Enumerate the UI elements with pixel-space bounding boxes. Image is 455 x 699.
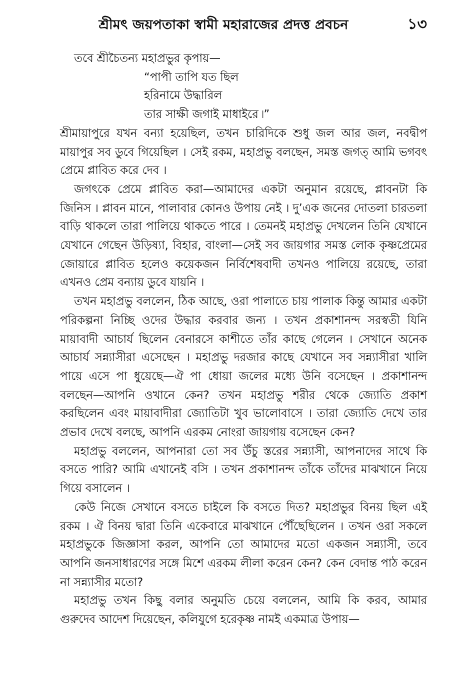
intro-line: তবে শ্রীচৈতন্য মহাপ্রভুর কৃপায়— bbox=[74, 52, 221, 65]
header-title: শ্রীমৎ জয়পতাকা স্বামী মহারাজের প্রদত্ত প্রবচন bbox=[98, 17, 349, 33]
running-header bbox=[60, 14, 427, 38]
verse-block bbox=[144, 69, 427, 125]
page-number: ১৩ bbox=[407, 15, 427, 33]
body-text bbox=[60, 50, 427, 630]
verse-line: তার সাক্ষী জগাই মাধাইরে ৷” bbox=[144, 108, 270, 122]
paragraph: মহাপ্রভু বললেন, আপনারা তো সব উঁচু স্তরের সন্ন্যাসী, আপনাদের সাথে কি বসতে পারি? আমি এখানেই বসি । তখন প্রকাশানন্দ তাঁকে তাঁদের মাঝখানে নিয়ে গিয়ে বসালেন । bbox=[60, 444, 427, 496]
verse-line: “পাপী তাপি যত ছিল bbox=[144, 70, 239, 84]
paragraph: মহাপ্রভু তখন কিছু বলার অনুমতি চেয়ে বললেন, আমি কি করব, আমার গুরুদেব আদেশ দিয়েছেন, কলিযুগে হরেকৃষ্ণ নামই একমাত্র উপায়— bbox=[60, 594, 427, 627]
paragraph: কেউ নিজে সেখানে বসতে চাইলে কি বসতে দিত? মহাপ্রভুর বিনয় ছিল এই রকম । ঐ বিনয় দ্বারা তিনি একেবারে মাঝখানে পৌঁছেছিলেন । তখন ওরা সকলে মহাপ্রভুকে জিজ্ঞাসা করল, আপনি তো আমাদের মতো একজন সন্ন্যাসী, তবে আপনি জনসাধারণের সঙ্গে মিশে এরকম লীলা করেন কেন? কেন বেদান্ত পাঠ করেন না সন্ন্যাসীর মতো? bbox=[60, 500, 427, 589]
paragraph: তখন মহাপ্রভু বললেন, ঠিক আছে, ওরা পালাতে চায় পালাক কিন্তু আমার একটা পরিকল্পনা নিচ্ছি ওদের উদ্ধার করবার জন্য । তখন প্রকাশানন্দ সরস্বতী যিনি মায়াবাদী আচার্য ছিলেন বেনারসে কাশীতে তাঁর কাছে গেলেন । সেখানে অনেক আচার্য সন্ন্যাসীরা এসেছেন । মহাপ্রভু দরজার কাছে যেখানে সব সন্ন্যাসীরা খালি পায়ে এসে পা ধুয়েছে—ঐ পা ধোয়া জলের মধ্যে উনি বসেছেন । প্রকাশানন্দ বলছেন—আপনি ওখানে কেন? তখন মহাপ্রভু শরীর থেকে জ্যোতি প্রকাশ করছিলেন এবং মায়াবাদীরা জ্যোতিটা খুব ভালোবাসে । তারা জ্যোতি দেখে তার প্রভাব দেখে বলছে, আপনি এরকম নোংরা জায়গায় বসেছেন কেন? bbox=[60, 295, 427, 440]
paragraph: জগৎকে প্রেমে প্লাবিত করা—আমাদের একটা অনুমান রয়েছে, প্লাবনটা কি জিনিস । প্লাবন মানে, পালাবার কোনও উপায় নেই । দু’এক জনের দোতলা চারতলা বাড়ি থাকলে তারা পালিয়ে থাকতে পারে । তেমনই মহাপ্রভু দেখলেন তিনি যেখানে যেখানে গেছেন উড়িষ্যা, বিহার, বাংলা—সেই সব জায়গার সমস্ত লোক কৃষ্ণপ্রেমের জোয়ারে প্লাবিত হলেও কয়েকজন নির্বিশেষবাদী তখনও পালিয়ে রয়েছে, তারা এখনও প্রেম বন্যায় ডুবে যায়নি । bbox=[60, 182, 427, 290]
paragraph: শ্রীমায়াপুরে যখন বন্যা হয়েছিল, তখন চারিদিকে শুধু জল আর জল, নবদ্বীপ মায়াপুর সব ডুবে গিয়েছিল । সেই রকম, মহাপ্রভু বলছেন, সমস্ত জগত্‌ আমি ভগবৎ প্রেমে প্লাবিত করে দেব । bbox=[60, 126, 427, 178]
verse-line: হরিনামে উদ্ধারিল bbox=[144, 89, 223, 103]
